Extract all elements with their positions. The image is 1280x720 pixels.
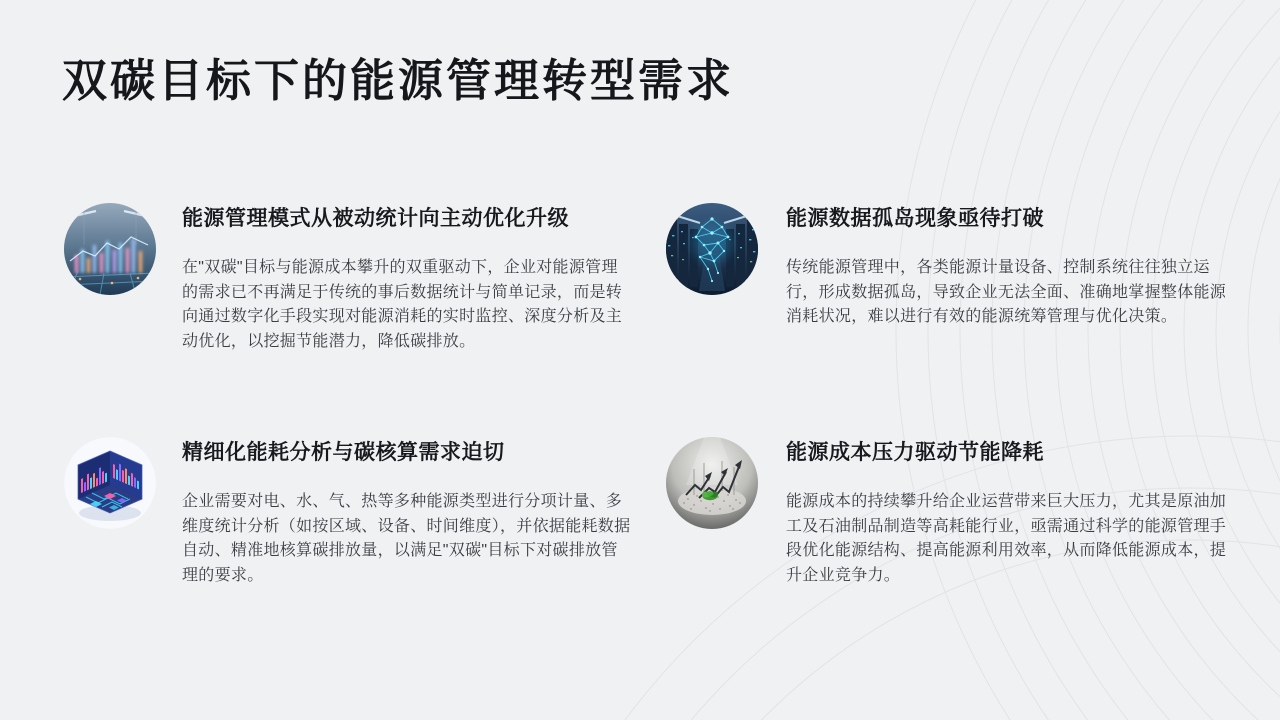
card-body: 传统能源管理中，各类能源计量设备、控制系统往往独立运行，形成数据孤岛，导致企业无法全面、准确地掌握整体能源消耗状况，难以进行有效的能源统筹管理与优化决策。	[786, 259, 1227, 325]
rising-arrows-eco-image	[666, 437, 758, 529]
card-heading: 能源管理模式从被动统计向主动优化升级	[182, 207, 569, 230]
card-content	[786, 431, 1238, 588]
card-content	[786, 197, 1238, 330]
server-room-network-image	[666, 203, 758, 295]
card-body: 能源成本的持续攀升给企业运营带来巨大压力，尤其是原油加工及石油制品制造等高耗能行业，亟需通过科学的能源管理手段优化能源结构、提高能源利用效率，从而降低能源成本，提升企业竞争力。	[786, 493, 1227, 584]
card-data-silos	[666, 197, 1238, 330]
card-heading: 能源成本压力驱动节能降耗	[786, 441, 1044, 464]
isometric-energy-dashboard-image	[64, 437, 156, 529]
card-content	[182, 197, 632, 354]
card-heading: 精细化能耗分析与碳核算需求迫切	[182, 441, 505, 464]
card-fine-grained-analysis	[64, 431, 634, 588]
slide-title: 双碳目标下的能源管理转型需求	[62, 55, 735, 106]
card-body: 在"双碳"目标与能源成本攀升的双重驱动下，企业对能源管理的需求已不再满足于传统的事后数据统计与简单记录，而是转向通过数字化手段实现对能源消耗的实时监控、深度分析及主动优化，以挖掘节能潜力，降低碳排放。	[182, 259, 623, 350]
card-cost-pressure	[666, 431, 1238, 588]
card-energy-management-upgrade	[64, 197, 634, 354]
card-body: 企业需要对电、水、气、热等多种能源类型进行分项计量、多维度统计分析（如按区域、设备、时间维度），并依据能耗数据自动、精准地核算碳排放量，以满足"双碳"目标下对碳排放管理的要求。	[182, 493, 631, 584]
holographic-energy-charts-image	[64, 203, 156, 295]
card-content	[182, 431, 632, 588]
card-heading: 能源数据孤岛现象亟待打破	[786, 207, 1044, 230]
